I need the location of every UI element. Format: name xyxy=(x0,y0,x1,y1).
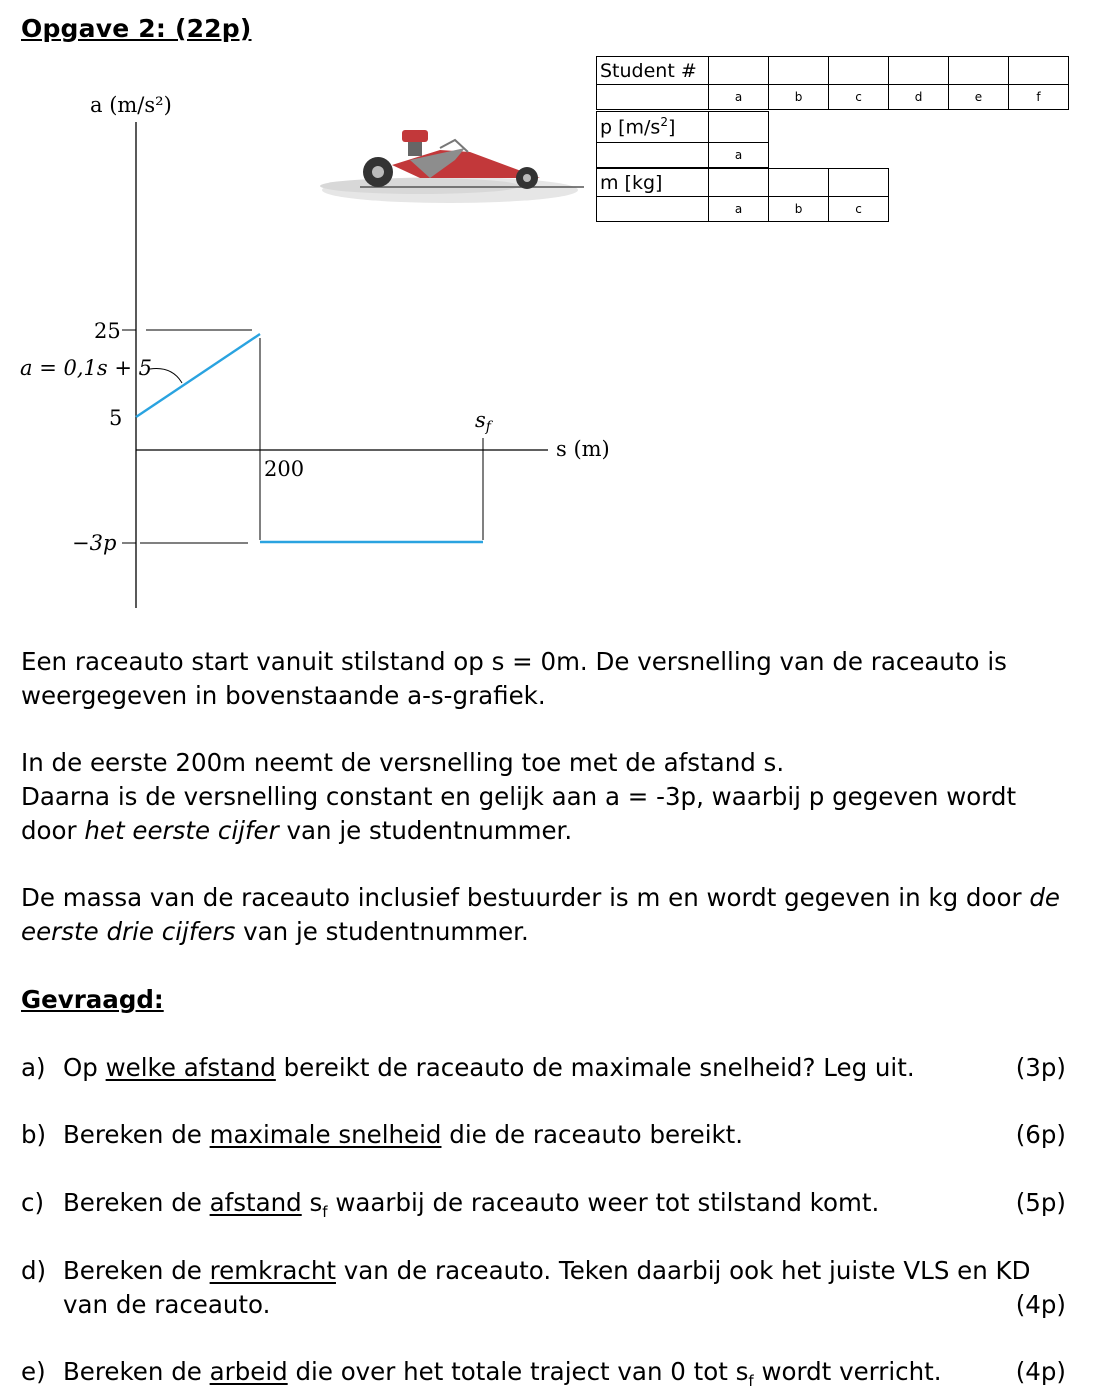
student-col-b: b xyxy=(769,85,829,110)
student-number-table xyxy=(596,56,1069,110)
intro-paragraph: Een raceauto start vanuit stilstand op s = 0m. De versnelling van de raceauto is weergegeven in bovenstaande a-s-grafiek. xyxy=(21,647,1007,710)
p-label: p $[m/s^2]$ xyxy=(597,112,709,143)
y-axis-label: a (m/s²) xyxy=(90,93,172,117)
m-col-b: b xyxy=(769,197,829,222)
student-col-f: f xyxy=(1009,85,1069,110)
points-a: (3p) xyxy=(1015,1053,1066,1082)
points-b: (6p) xyxy=(1015,1120,1066,1149)
question-c: c) Bereken de afstand $s_f$ waarbij de raceauto weer tot stilstand komt. xyxy=(21,1188,880,1221)
student-col-d: d xyxy=(889,85,949,110)
p-table xyxy=(596,111,769,168)
question-e: e) Bereken de arbeid die over het totale traject van 0 tot $s_f$ wordt verricht. xyxy=(21,1357,942,1390)
mass-paragraph: De massa van de raceauto inclusief bestuurder is m en wordt gegeven in kg door de eerste drie cijfers van je studentnummer. xyxy=(21,883,1060,946)
tick-25: 25 xyxy=(94,319,121,343)
tick-sf: sf xyxy=(475,408,491,435)
series-linear xyxy=(136,334,260,417)
p-col-a: a xyxy=(709,143,769,168)
question-d: d) Bereken de remkracht van de raceauto. Teken daarbij ook het juiste VLS en KD van de raceauto. xyxy=(21,1256,1031,1319)
points-e: (4p) xyxy=(1015,1357,1066,1386)
points-c: (5p) xyxy=(1015,1188,1066,1217)
m-col-a: a xyxy=(709,197,769,222)
x-axis-label: s (m) xyxy=(556,437,610,461)
tick-neg: −3p xyxy=(72,531,117,555)
equation-label: a = 0,1s + 5 xyxy=(20,356,152,380)
m-label: m [kg] xyxy=(597,169,709,197)
student-col-a: a xyxy=(709,85,769,110)
points-d: (4p) xyxy=(1015,1290,1066,1319)
question-a: a) Op welke afstand bereikt de raceauto de maximale snelheid? Leg uit. xyxy=(21,1053,915,1082)
a-s-graph xyxy=(0,0,700,620)
tick-5: 5 xyxy=(109,406,123,430)
m-table xyxy=(596,168,889,222)
student-col-e: e xyxy=(949,85,1009,110)
question-b: b) Bereken de maximale snelheid die de raceauto bereikt. xyxy=(21,1120,744,1149)
student-col-c: c xyxy=(829,85,889,110)
m-col-c: c xyxy=(829,197,889,222)
race-car-image xyxy=(320,130,584,203)
acceleration-paragraph: In de eerste 200m neemt de versnelling toe met de afstand s. Daarna is de versnelling constant en gelijk aan a = -3p, waarbij p gegeven wordt door het eerste cijfer van je studentnummer. xyxy=(21,748,1017,845)
student-label: Student # xyxy=(597,57,709,85)
gevraagd-heading: Gevraagd: xyxy=(21,985,164,1014)
tick-200: 200 xyxy=(264,457,305,481)
page-title: Opgave 2: (22p) xyxy=(21,14,252,43)
